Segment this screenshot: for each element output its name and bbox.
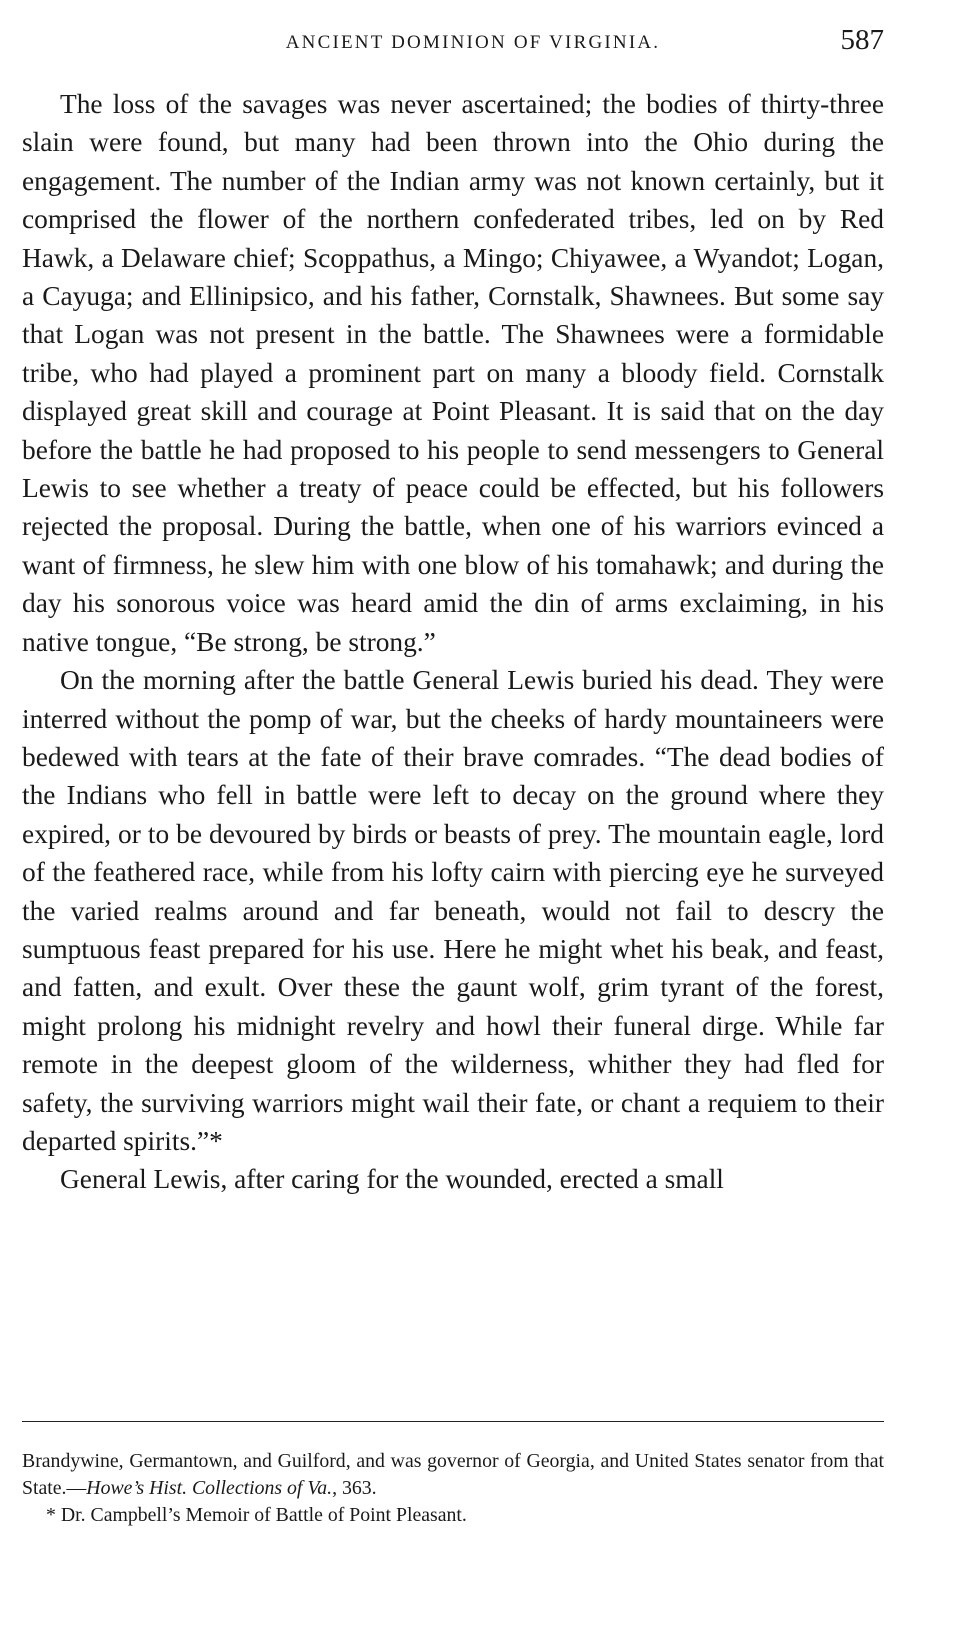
page-number: 587 xyxy=(840,24,884,56)
footnote-continued-text: Brandywine, Germantown, and Guilford, and was governor of Georgia, and United States senator from that State.— xyxy=(22,1450,884,1499)
footnote-citation: Howe’s Hist. Collections of Va. xyxy=(86,1477,333,1499)
paragraph-3: General Lewis, after caring for the wounded, erected a small xyxy=(60,1164,724,1195)
footnote-citation-page: , 363. xyxy=(332,1477,377,1499)
book-page xyxy=(22,0,884,1643)
paragraph-1: The loss of the savages was never ascertained; the bodies of thirty-three slain were found, but many had been thrown into the Ohio during the engagement. The number of the Indian army was not known certainly, but it comprised the flower of the northern confederated tribes, led on by Red Hawk, a Delaware chief; Scoppathus, a Mingo; Chiyawee, a Wyandot; Logan, a Cayuga; and Ellinipsico, and his father, Cornstalk, Shawnees. But some say that Logan was not present in the battle. The Shawnees were a formidable tribe, who had played a prominent part on many a bloody field. Cornstalk displayed great skill and courage at Point Pleasant. It is said that on the day before the battle he had proposed to his people to send messengers to General Lewis to see whether a treaty of peace could be effected, but his followers rejected the proposal. During the battle, when one of his warriors evinced a want of firmness, he slew him with one blow of his tomahawk; and during the day his sonorous voice was heard amid the din of arms exclaiming, in his native tongue, “Be strong, be strong.” xyxy=(22,89,884,657)
footnote-star: * Dr. Campbell’s Memoir of Battle of Point Pleasant. xyxy=(46,1504,467,1526)
footnotes xyxy=(22,1448,884,1529)
footnote-continued xyxy=(22,1448,884,1502)
paragraph-2: On the morning after the battle General Lewis buried his dead. They were interred without the pomp of war, but the cheeks of hardy mountaineers were bedewed with tears at the fate of their brave comrades. “The dead bodies of the Indians who fell in battle were left to decay on the ground where they expired, or to be devoured by birds or beasts of prey. The mountain eagle, lord of the feathered race, while from his lofty cairn with piercing eye he surveyed the varied realms around and far beneath, would not fail to descry the sumptuous feast prepared for his use. Here he might whet his beak, and feast, and fatten, and exult. Over these the gaunt wolf, grim tyrant of the forest, might prolong his midnight revelry and howl their funeral dirge. While far remote in the deepest gloom of the wilderness, whither they had fled for safety, the surviving warriors might wail their fate, or chant a requiem to their departed spirits.”* xyxy=(22,665,884,1156)
running-head xyxy=(22,24,884,60)
running-title: ANCIENT DOMINION OF VIRGINIA. xyxy=(285,32,661,53)
footnote-divider xyxy=(22,1421,884,1422)
body-text xyxy=(22,85,884,1199)
